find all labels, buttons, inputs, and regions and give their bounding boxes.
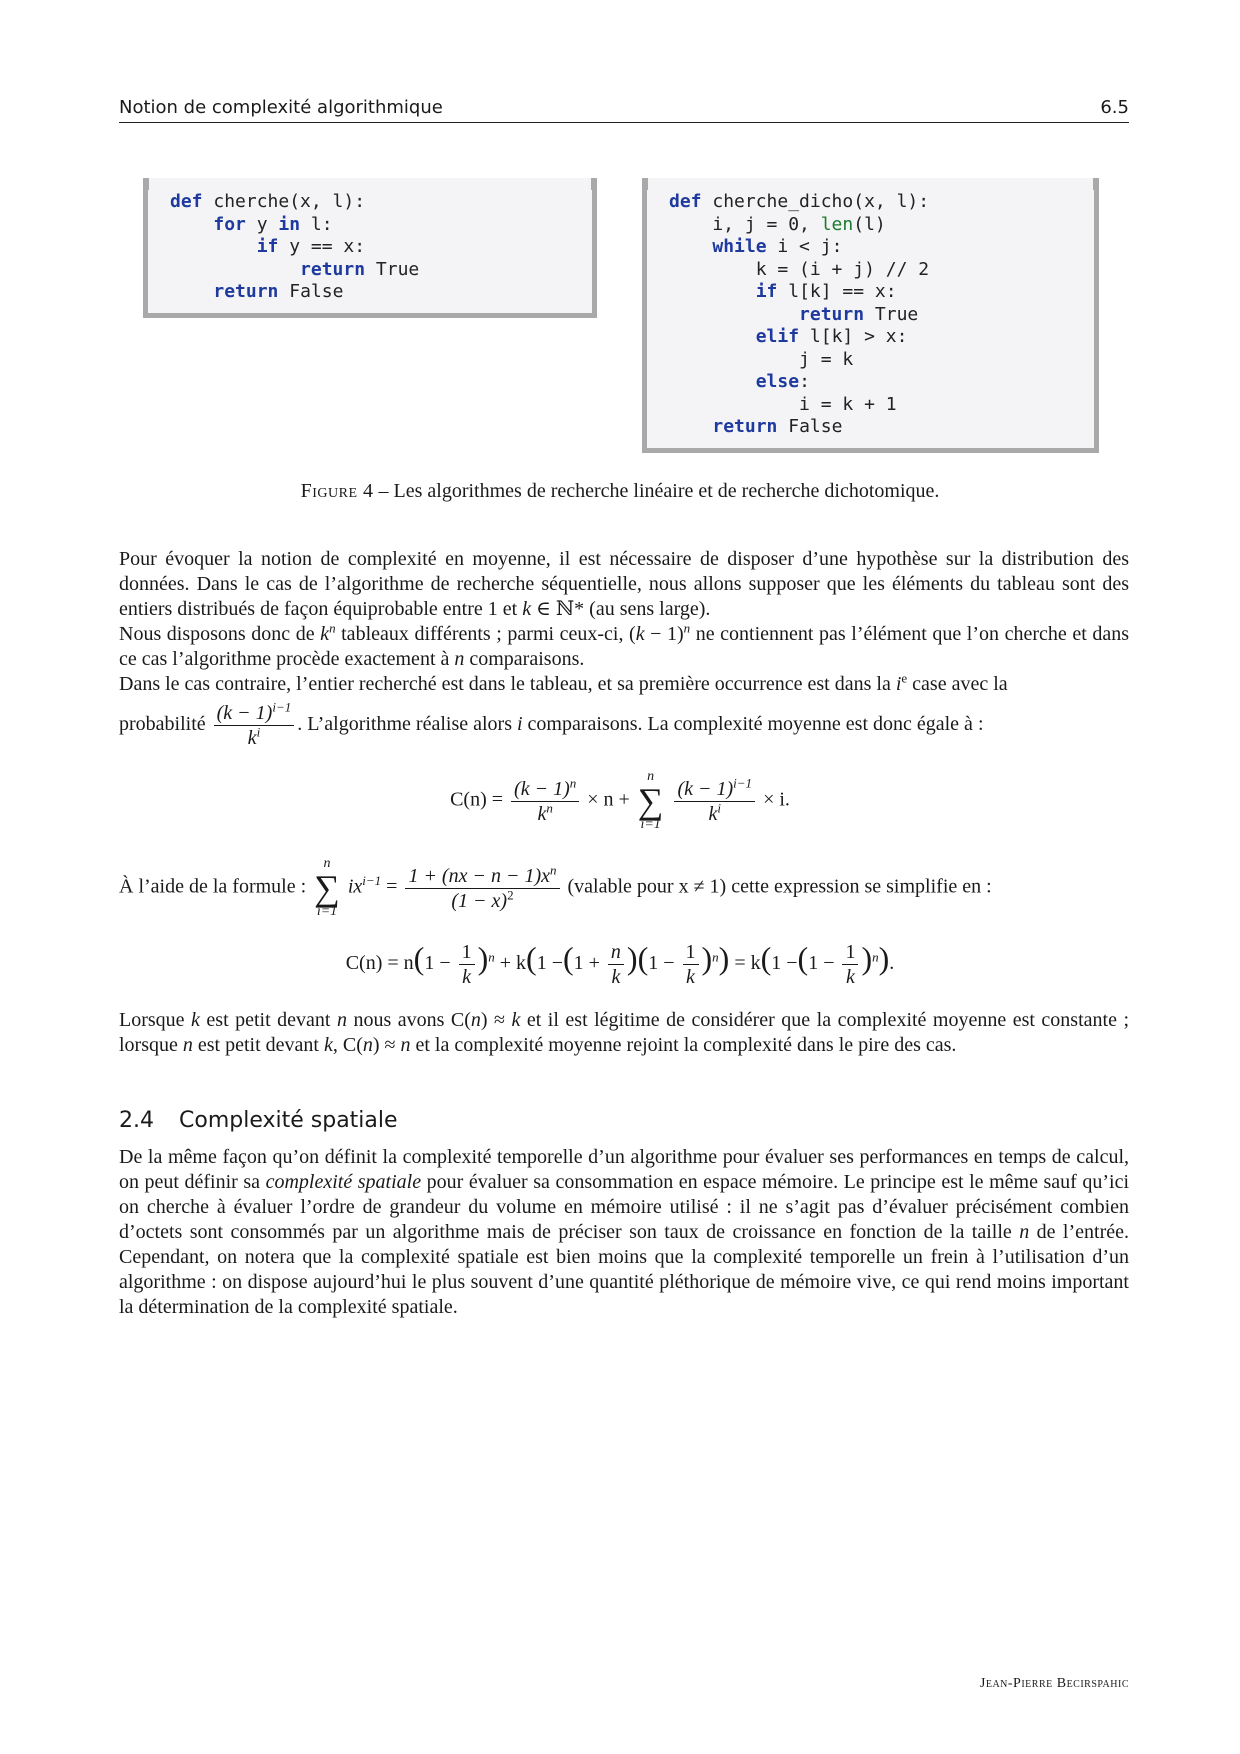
figure-caption-text: – Les algorithmes de recherche linéaire et de recherche dichotomique.	[373, 480, 940, 502]
code-block-cherche-dicho	[642, 178, 1099, 453]
code-block-cherche	[143, 178, 597, 318]
footer-author: Jean-Pierre Becirspahic	[979, 1676, 1129, 1691]
header-rule	[119, 122, 1129, 123]
code-cherche-dicho: def cherche_dicho(x, l): i, j = 0, len(l) while i < j: k = (i + j) // 2 if l[k] == x: return True elif l[k] > x: j = k else: i = k + 1 return False	[669, 191, 930, 437]
header-title: Notion de complexité algorithmique	[119, 97, 443, 118]
formula-sum-identity: À l’aide de la formule : n ∑ i=1 $ix^{i-1}$ = $\frac{1 + (nx - n - 1)x^n}{(1 - x)^2}$ (valable pour x ≠ 1) cette expression se simplifie en :	[119, 856, 992, 919]
figure-caption	[0, 480, 1240, 503]
paragraph-complexity-average: Pour évoquer la notion de complexité en moyenne, il est nécessaire de disposer d’une hypothèse sur la distribution des données. Dans le cas de l’algorithme de recherche séquentielle, nous allons supposer que les éléments du tableau sont des entiers distribués de façon équiprobable entre 1 et k ∈ ℕ* (au sens large). Nous disposons donc de $k^n$ tableaux différents ; parmi ceux-ci, $(k - 1)^n$ ne contiennent pas l’élément que l’on cherche et dans ce cas l’algorithme procède exactement à n comparaisons. Dans le cas contraire, l’entier recherché est dans le tableau, et sa première occurrence est dans la $i^e$ case avec la probabilité $\frac{(k - 1)^{i-1}}{k^i}$ . L’algorithme réalise alors i comparaisons. La complexité moyenne est donc égale à :	[119, 548, 1129, 749]
summation-symbol: n ∑ i=1	[637, 769, 664, 832]
section-number: 2.4	[119, 1108, 154, 1133]
paragraph-complexity-asymptotic: Lorsque k est petit devant n nous avons C(n) ≈ k et il est légitime de considérer que la complexité moyenne est constante ; lorsque n est petit devant k, C(n) ≈ n et la complexité moyenne rejoint la complexité dans le pire des cas.	[119, 1009, 1129, 1056]
paragraph-spatial-complexity: De la même façon qu’on définit la complexité temporelle d’un algorithme pour évaluer ses performances en temps de calcul, on peut définir sa complexité spatiale pour évaluer sa consommation en espace mémoire. Le principe est le même sauf qu’ici on cherche à évaluer l’ordre de grandeur du volume en mémoire utilisé : il ne s’agit pas d’évaluer précisément combien d’octets sont consommés par un algorithme mais de préciser son taux de croissance en fonction de la taille n de l’entrée. Cependant, on notera que la complexité spatiale est bien moins que la complexité temporelle un frein à l’utilisation d’un algorithme : on dispose aujourd’hui le plus souvent d’une quantité pléthorique de mémoire vive, ce qui rend moins important la détermination de la complexité spatiale.	[119, 1146, 1130, 1318]
probability-fraction: $\frac{(k - 1)^{i-1}}{k^i}$	[214, 701, 295, 750]
figure-label: Figure 4	[300, 480, 374, 502]
formula-average-complexity: C(n) = $\frac{(k - 1)^n}{k^n}$ × n + n ∑ i=1 $\frac{(k - 1)^{i-1}}{k^i}$ × i.	[450, 769, 790, 832]
section-heading	[119, 1108, 398, 1133]
section-title: Complexité spatiale	[179, 1108, 398, 1133]
code-cherche: def cherche(x, l): for y in l: if y == x: return True return False	[170, 191, 420, 302]
formula-simplified: C(n) = n(1 − $\frac{1}{k}$ )$^n$ + k(1 −(1 + $\frac{n}{k}$ )(1 − $\frac{1}{k}$ )$^n$) = k(1 −(1 − $\frac{1}{k}$ )$^n$).	[345, 940, 895, 988]
header-page-number: 6.5	[1100, 97, 1129, 118]
